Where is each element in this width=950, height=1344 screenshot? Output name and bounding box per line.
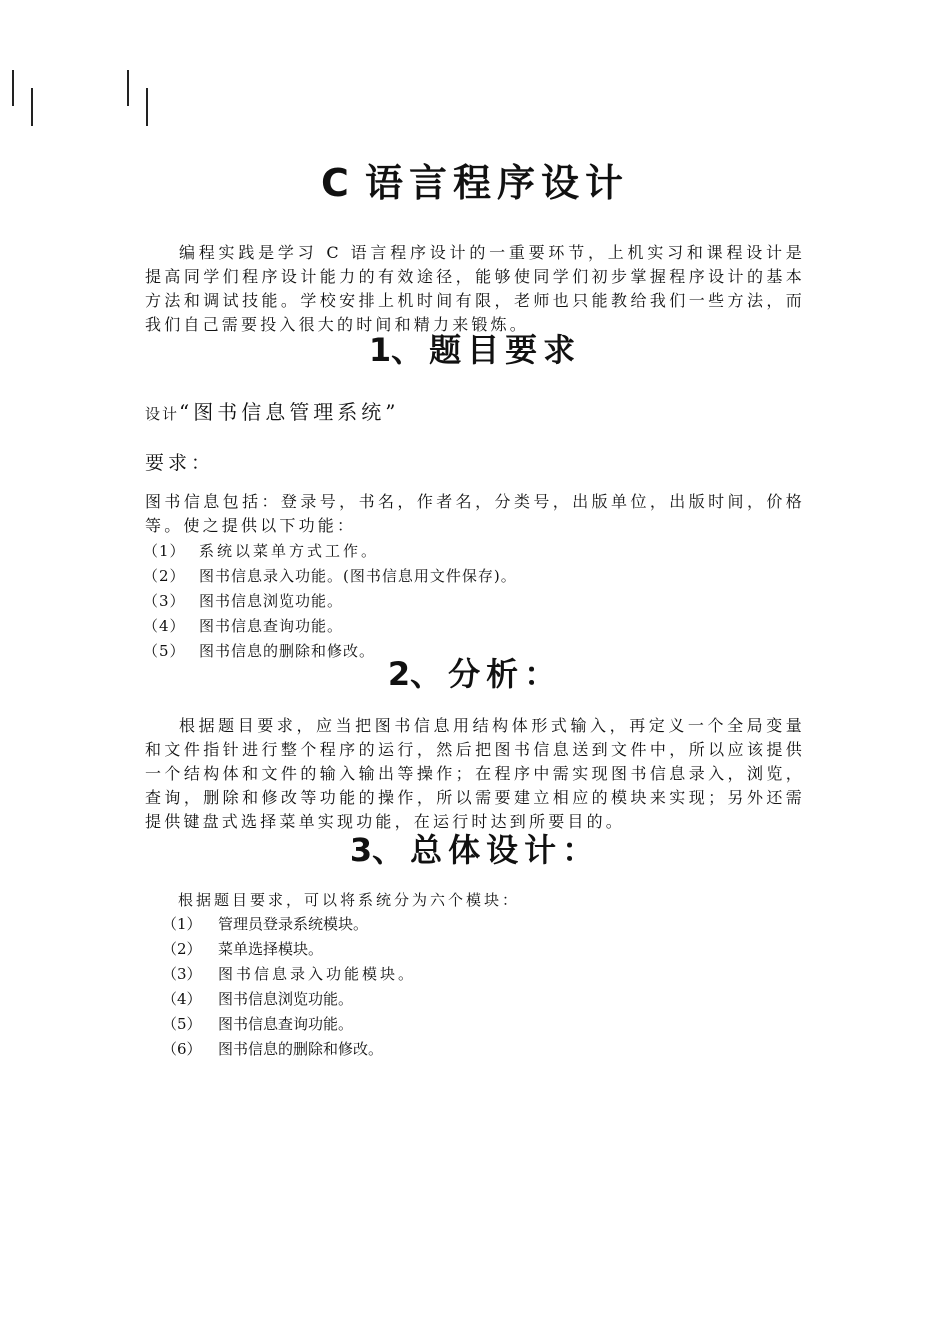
list-text: 图书信息录入功能模块。 <box>218 965 417 983</box>
list-item <box>162 1012 416 1037</box>
list-index: （1） <box>162 915 202 933</box>
list-index: （3） <box>162 965 202 983</box>
title-latin: C <box>321 161 349 205</box>
design-intro: 根据题目要求，可以将系统分为六个模块： <box>178 891 521 909</box>
list-item <box>143 539 517 564</box>
list-item <box>162 1037 416 1062</box>
list-text: 管理员登录系统模块。 <box>218 915 369 933</box>
list-text: 菜单选择模块。 <box>218 940 324 958</box>
section-3-heading <box>0 830 950 870</box>
title-cn: 语言程序设计 <box>364 160 629 205</box>
list-index: （1） <box>143 542 186 560</box>
list-item <box>162 937 416 962</box>
section-title: 、分析： <box>410 655 563 693</box>
info-paragraph: 图书信息包括：登录号，书名，作者名，分类号，出版单位，出版时间，价格等。使之提供以下功能： <box>145 492 805 535</box>
list-index: （3） <box>143 592 186 610</box>
list-index: （5） <box>143 642 186 660</box>
list-text: 图书信息浏览功能。 <box>199 592 344 610</box>
list-index: （2） <box>162 940 202 958</box>
list-index: （5） <box>162 1015 202 1033</box>
list-text: 图书信息浏览功能。 <box>218 990 354 1008</box>
list-item <box>143 564 517 589</box>
design-line <box>145 396 399 425</box>
section-1-heading <box>0 330 950 370</box>
section-title: 、题目要求 <box>391 331 582 369</box>
list-text: 图书信息的删除和修改。 <box>199 642 376 660</box>
crop-mark <box>127 70 129 106</box>
requirement-label: 要求： <box>145 452 215 474</box>
page-title <box>0 160 950 206</box>
function-list <box>143 539 517 664</box>
section-number: 2 <box>387 655 411 693</box>
analysis-paragraph: 根据题目要求，应当把图书信息用结构体形式输入，再定义一个全局变量和文件指针进行整个程序的运行，然后把图书信息送到文件中，所以应该提供一个结构体和文件的输入输出等操作；在程序中需实现图书信息录入，浏览，查询，删除和修改等功能的操作，所以需要建立相应的模块来实现；另外还需提供键盘式选择菜单实现功能，在运行时达到所要目的。 <box>145 716 805 831</box>
section-number: 3 <box>349 831 373 869</box>
list-index: （6） <box>162 1040 202 1058</box>
section-title: 、总体设计： <box>372 831 601 869</box>
list-text: 图书信息查询功能。 <box>199 617 344 635</box>
crop-mark <box>12 70 14 106</box>
section-2-heading <box>0 654 950 694</box>
design-prefix: 设计 <box>145 405 180 423</box>
list-index: （4） <box>162 990 202 1008</box>
list-item <box>143 614 517 639</box>
section-number: 1 <box>368 331 392 369</box>
list-text: 系统以菜单方式工作。 <box>199 542 380 560</box>
crop-mark <box>146 88 148 126</box>
list-item <box>162 912 416 937</box>
crop-mark <box>31 88 33 126</box>
list-item <box>162 962 416 987</box>
design-name: “图书信息管理系统” <box>179 400 400 424</box>
list-text: 图书信息的删除和修改。 <box>218 1040 384 1058</box>
list-text: 图书信息录入功能。(图书信息用文件保存)。 <box>199 567 517 585</box>
list-text: 图书信息查询功能。 <box>218 1015 354 1033</box>
module-list <box>162 912 416 1062</box>
list-index: （2） <box>143 567 186 585</box>
list-index: （4） <box>143 617 186 635</box>
list-item <box>143 589 517 614</box>
list-item <box>162 987 416 1012</box>
intro-paragraph: 编程实践是学习 C 语言程序设计的一重要环节，上机实习和课程设计是提高同学们程序设计能力的有效途径，能够使同学们初步掌握程序设计的基本方法和调试技能。学校安排上机时间有限，老师也只能教给我们一些方法，而我们自己需要投入很大的时间和精力来锻炼。 <box>145 243 805 334</box>
